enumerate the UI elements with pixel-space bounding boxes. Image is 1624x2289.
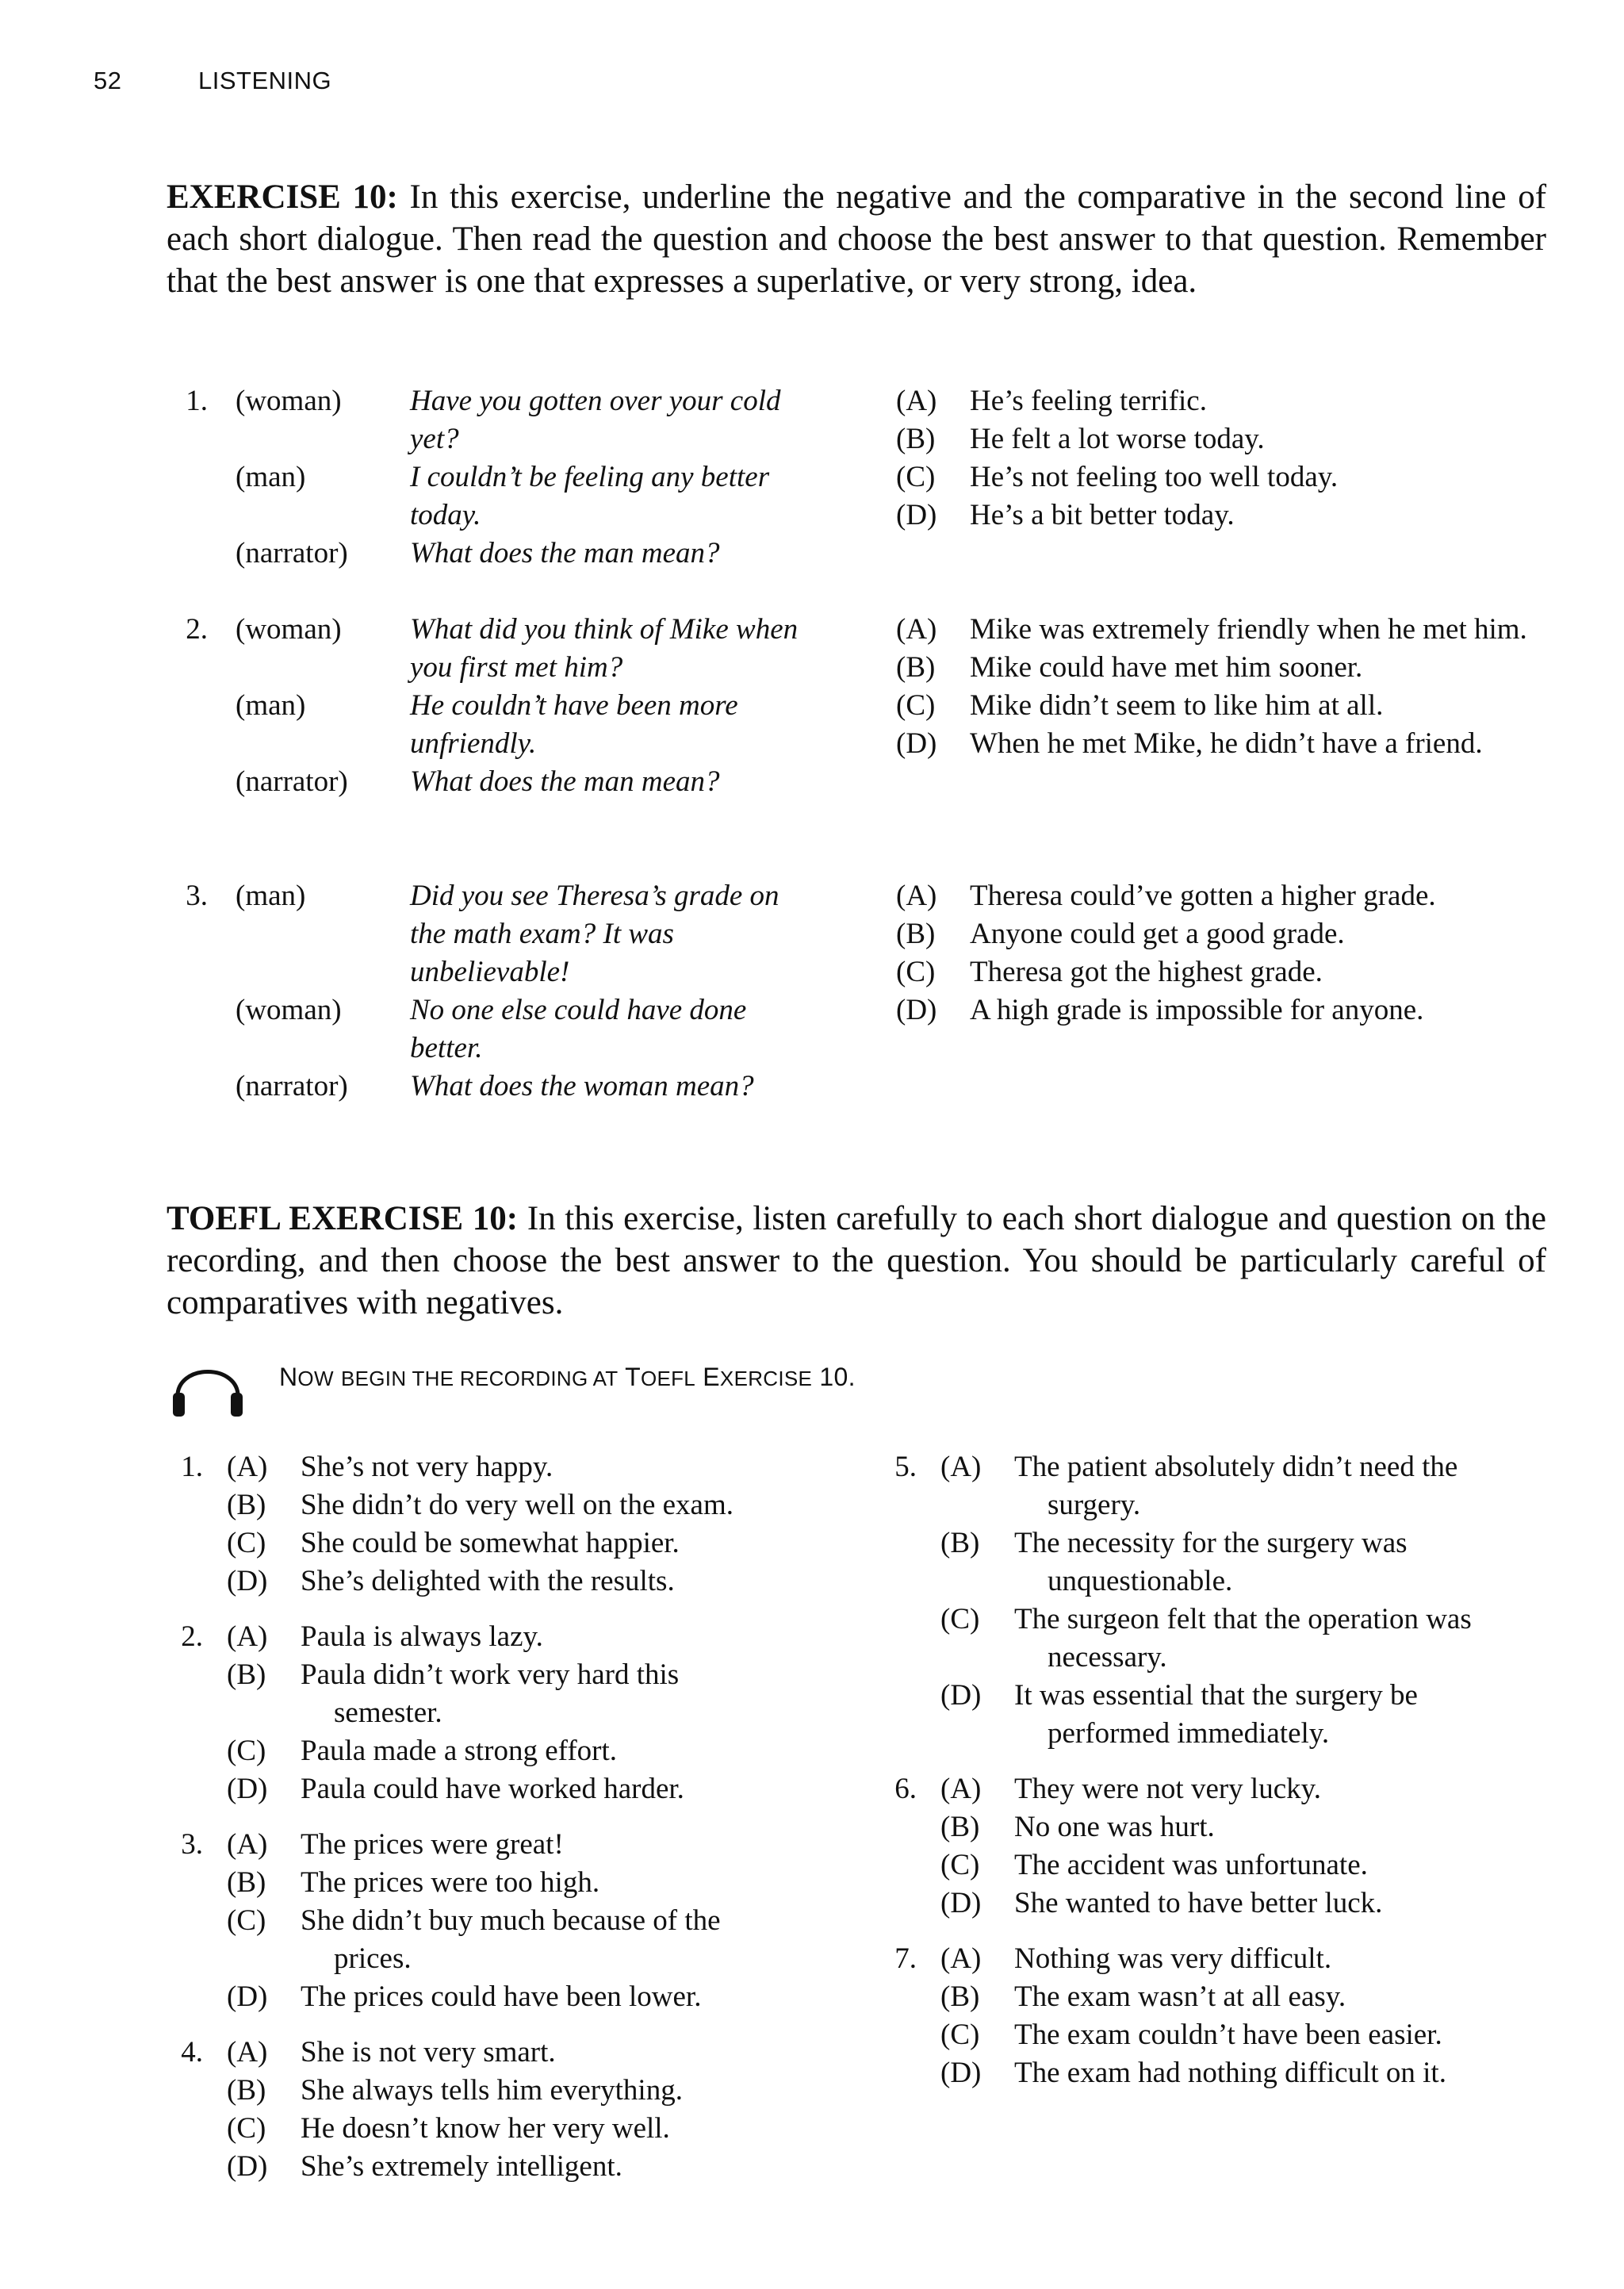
dialogue-line	[236, 458, 838, 535]
answer-choice	[227, 1732, 825, 1770]
toefl-exercise-title: TOEFL EXERCISE 10:	[167, 1200, 519, 1237]
choice-letter: (D)	[227, 1565, 268, 1597]
choice-text: The prices could have been lower.	[301, 1980, 702, 2013]
choice-text: The necessity for the surgery was unquestionable.	[1014, 1527, 1408, 1597]
speaker: (woman)	[236, 613, 342, 646]
line-text: What does the man mean?	[410, 765, 720, 798]
choice-text: Paula is always lazy.	[301, 1620, 543, 1653]
answer-choice	[940, 1846, 1570, 1884]
page-number: 52	[94, 67, 122, 94]
question-number: 7.	[894, 1942, 917, 1975]
answer-choice	[896, 687, 1570, 725]
exercise-title: EXERCISE 10:	[167, 178, 398, 216]
line-text: I couldn’t be feeling any better today.	[410, 461, 770, 531]
choice-text: She always tells him everything.	[301, 2074, 683, 2107]
answer-choice	[227, 1826, 825, 1864]
question-item	[880, 1770, 1570, 1923]
choice-letter: (C)	[227, 1904, 266, 1937]
question-number: 2.	[181, 1620, 203, 1653]
dialogue-line	[236, 877, 838, 991]
answer-choice	[940, 2016, 1570, 2054]
answer-choice	[896, 382, 1570, 420]
answer-choice	[896, 420, 1570, 458]
answer-choice	[940, 1808, 1570, 1846]
choice-text: Mike didn’t seem to like him at all.	[970, 689, 1384, 722]
question-item	[880, 1940, 1570, 2092]
answer-choice	[940, 1448, 1570, 1524]
answer-choice	[940, 1978, 1570, 2016]
choice-letter: (B)	[940, 1811, 980, 1843]
dialogue-line	[236, 687, 838, 763]
answer-choice	[227, 2072, 825, 2110]
choice-letter: (D)	[896, 727, 937, 760]
dialogue-line	[236, 1068, 838, 1106]
choice-text: The prices were great!	[301, 1828, 564, 1861]
choice-letter: (C)	[896, 461, 936, 493]
question-number: 5.	[894, 1451, 917, 1483]
dialogue-line	[236, 382, 838, 458]
answer-choice	[896, 649, 1570, 687]
dialogue-lines	[236, 382, 838, 573]
choice-letter: (B)	[227, 1866, 266, 1899]
answer-choice	[227, 1978, 825, 2016]
choice-letter: (D)	[896, 499, 937, 531]
choice-letter: (D)	[940, 1679, 982, 1712]
question-item	[167, 2034, 825, 2186]
answer-choice	[227, 1486, 825, 1524]
answer-choice	[227, 1524, 825, 1562]
dialogue-line	[236, 763, 838, 801]
choice-text: She’s extremely intelligent.	[301, 2150, 622, 2183]
choice-letter: (B)	[896, 651, 936, 684]
choice-text: She could be somewhat happier.	[301, 1527, 680, 1559]
choice-text: The exam wasn’t at all easy.	[1014, 1980, 1346, 2013]
line-text: What does the woman mean?	[410, 1070, 754, 1102]
choice-text: The surgeon felt that the operation was necessary.	[1014, 1603, 1472, 1674]
answer-choice	[896, 458, 1570, 497]
dialogue-line	[236, 535, 838, 573]
question-item	[167, 1448, 825, 1601]
answer-choice	[227, 1864, 825, 1902]
choice-letter: (D)	[896, 994, 937, 1026]
choice-letter: (B)	[227, 1489, 266, 1521]
choice-letter: (A)	[896, 613, 937, 646]
question-item	[167, 1826, 825, 2016]
answer-choice	[940, 1524, 1570, 1601]
answer-choices	[896, 382, 1570, 535]
answer-choice	[896, 725, 1570, 763]
choice-letter: (A)	[227, 1620, 268, 1653]
answer-choice	[940, 1677, 1570, 1753]
recording-instruction	[279, 1363, 856, 1392]
choice-letter: (D)	[227, 2150, 268, 2183]
instruction-text: T	[625, 1363, 641, 1391]
dialogue-line	[236, 991, 838, 1068]
choice-letter: (C)	[940, 2019, 980, 2051]
choice-letter: (A)	[940, 1942, 982, 1975]
exercise-instructions-text: In this exercise, underline the negative and the comparative in the second line of each short dialogue. Then read the question and choose the best answer to that question. Remember that the best answer is one that expresses a superlative, or very strong, idea.	[167, 178, 1547, 300]
answer-choice	[227, 1770, 825, 1808]
choice-text: A high grade is impossible for anyone.	[970, 994, 1424, 1026]
choice-text: He’s feeling terrific.	[970, 385, 1207, 417]
question-number: 1.	[181, 1451, 203, 1483]
answer-choice	[896, 915, 1570, 953]
speaker: (man)	[236, 689, 306, 722]
answer-choice	[227, 2034, 825, 2072]
choice-text: She’s delighted with the results.	[301, 1565, 675, 1597]
speaker: (woman)	[236, 385, 342, 417]
choice-text: She didn’t buy much because of the prices.	[301, 1904, 721, 1975]
question-number: 6.	[894, 1773, 917, 1805]
choice-text: He’s a bit better today.	[970, 499, 1235, 531]
choice-text: When he met Mike, he didn’t have a friend.	[970, 727, 1483, 760]
choice-text: They were not very lucky.	[1014, 1773, 1321, 1805]
choice-letter: (C)	[940, 1603, 980, 1635]
question-item	[880, 1448, 1570, 1753]
choice-text: The exam couldn’t have been easier.	[1014, 2019, 1442, 2051]
answer-choice	[896, 611, 1570, 649]
choice-letter: (A)	[227, 1451, 268, 1483]
question-number: 3.	[181, 1828, 203, 1861]
answer-choice	[227, 2110, 825, 2148]
choice-text: It was essential that the surgery be performed immediately.	[1014, 1679, 1418, 1750]
choice-letter: (B)	[896, 918, 936, 950]
line-text: What does the man mean?	[410, 537, 720, 569]
answer-choice	[896, 991, 1570, 1029]
line-text: No one else could have done better.	[410, 994, 747, 1064]
choice-text: Nothing was very difficult.	[1014, 1942, 1332, 1975]
choice-letter: (B)	[940, 1527, 980, 1559]
choice-letter: (C)	[940, 1849, 980, 1881]
instruction-text: N	[279, 1363, 298, 1391]
dialogue-lines	[236, 611, 838, 801]
choice-letter: (C)	[896, 956, 936, 988]
speaker: (woman)	[236, 994, 342, 1026]
answer-choice	[940, 2054, 1570, 2092]
headphones-icon	[168, 1348, 247, 1418]
choice-text: Paula made a strong effort.	[301, 1735, 617, 1767]
choice-letter: (B)	[940, 1980, 980, 2013]
choice-letter: (B)	[227, 2074, 266, 2107]
choice-text: The exam had nothing difficult on it.	[1014, 2057, 1446, 2089]
choice-letter: (A)	[227, 1828, 268, 1861]
choice-text: Anyone could get a good grade.	[970, 918, 1345, 950]
choice-text: She’s not very happy.	[301, 1451, 553, 1483]
speaker: (narrator)	[236, 765, 348, 798]
choice-letter: (A)	[940, 1773, 982, 1805]
choice-text: Mike could have met him sooner.	[970, 651, 1363, 684]
choice-letter: (D)	[227, 1980, 268, 2013]
line-text: Did you see Theresa’s grade on the math exam? It was unbelievable!	[410, 880, 779, 988]
choice-text: He’s not feeling too well today.	[970, 461, 1339, 493]
instruction-text: BEGIN THE RECORDING AT	[341, 1367, 619, 1390]
answer-choices	[896, 877, 1570, 1029]
instruction-text: OEFL	[640, 1367, 696, 1390]
line-text: He couldn’t have been more unfriendly.	[410, 689, 738, 760]
choice-text: Mike was extremely friendly when he met him.	[970, 613, 1527, 646]
line-text: What did you think of Mike when you first met him?	[410, 613, 799, 684]
speaker: (narrator)	[236, 537, 348, 569]
answer-choice	[940, 1940, 1570, 1978]
item-number: 2.	[186, 613, 208, 646]
answer-choice	[896, 953, 1570, 991]
answer-choice	[227, 1656, 825, 1732]
dialogue-line	[236, 611, 838, 687]
instruction-text: 10.	[819, 1363, 856, 1391]
answer-choices	[896, 611, 1570, 763]
choice-letter: (A)	[896, 880, 937, 912]
choice-letter: (C)	[227, 2112, 266, 2145]
toefl-exercise-instructions-text: In this exercise, listen carefully to each short dialogue and question on the recording, and then choose the best answer to the question. You should be particularly careful of comparatives with negatives.	[167, 1200, 1546, 1321]
choice-text: The accident was unfortunate.	[1014, 1849, 1368, 1881]
choice-letter: (A)	[227, 2036, 268, 2069]
speaker: (man)	[236, 880, 306, 912]
choice-letter: (D)	[940, 2057, 982, 2089]
question-number: 4.	[181, 2036, 203, 2069]
instruction-text: OW	[297, 1367, 334, 1390]
choice-text: Theresa got the highest grade.	[970, 956, 1323, 988]
item-number: 3.	[186, 880, 208, 912]
toefl-exercise-instructions	[167, 1198, 1546, 1324]
exercise-instructions	[167, 176, 1546, 302]
line-text: Have you gotten over your cold yet?	[410, 385, 781, 455]
choice-letter: (C)	[227, 1527, 266, 1559]
answer-choice	[227, 2148, 825, 2186]
choice-text: No one was hurt.	[1014, 1811, 1215, 1843]
questions-right-column	[880, 1448, 1570, 2092]
speaker: (narrator)	[236, 1070, 348, 1102]
speaker: (man)	[236, 461, 306, 493]
section-title: LISTENING	[198, 67, 332, 94]
answer-choice	[896, 877, 1570, 915]
choice-text: She is not very smart.	[301, 2036, 556, 2069]
choice-letter: (D)	[227, 1773, 268, 1805]
choice-text: The prices were too high.	[301, 1866, 600, 1899]
answer-choice	[227, 1448, 825, 1486]
question-item	[167, 1618, 825, 1808]
answer-choice	[896, 497, 1570, 535]
choice-text: He doesn’t know her very well.	[301, 2112, 670, 2145]
choice-letter: (B)	[896, 423, 936, 455]
answer-choice	[940, 1884, 1570, 1923]
choice-text: He felt a lot worse today.	[970, 423, 1265, 455]
choice-text: She wanted to have better luck.	[1014, 1887, 1383, 1919]
item-number: 1.	[186, 385, 208, 417]
questions-left-column	[167, 1448, 825, 2186]
choice-letter: (C)	[227, 1735, 266, 1767]
answer-choice	[940, 1601, 1570, 1677]
answer-choice	[227, 1618, 825, 1656]
running-head	[94, 67, 331, 95]
choice-text: Theresa could’ve gotten a higher grade.	[970, 880, 1436, 912]
dialogue-lines	[236, 877, 838, 1106]
instruction-text: XERCISE	[719, 1367, 813, 1390]
choice-text: The patient absolutely didn’t need the surgery.	[1014, 1451, 1458, 1521]
instruction-text: E	[703, 1363, 720, 1391]
choice-letter: (C)	[896, 689, 936, 722]
choice-letter: (D)	[940, 1887, 982, 1919]
choice-text: She didn’t do very well on the exam.	[301, 1489, 733, 1521]
choice-text: Paula didn’t work very hard this semester.	[301, 1658, 680, 1729]
answer-choice	[227, 1562, 825, 1601]
answer-choice	[227, 1902, 825, 1978]
answer-choice	[940, 1770, 1570, 1808]
choice-letter: (A)	[896, 385, 937, 417]
choice-text: Paula could have worked harder.	[301, 1773, 684, 1805]
choice-letter: (B)	[227, 1658, 266, 1691]
choice-letter: (A)	[940, 1451, 982, 1483]
